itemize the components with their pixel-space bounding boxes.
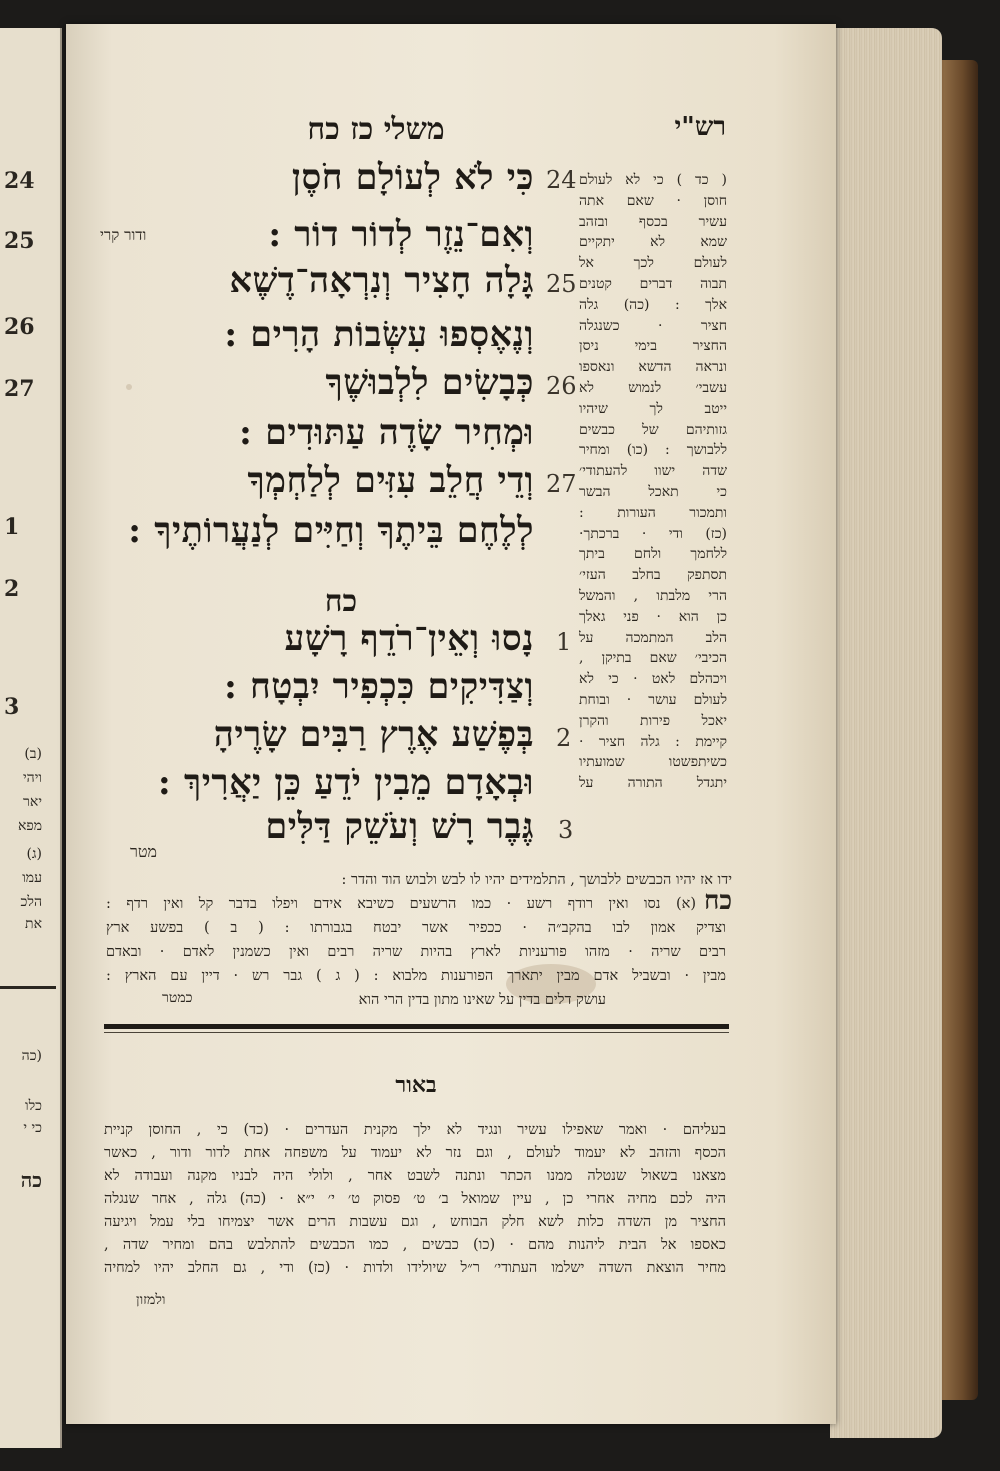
rashi-line: הלב המתמכה על	[579, 629, 727, 646]
rashi-line: כן הוא · פני גאלך	[579, 608, 727, 625]
rashi-line: חוסן · שאם אתה	[579, 192, 727, 209]
left-fragment: הלכ	[20, 894, 42, 910]
rashi-line: תבוה דברים קטנים	[579, 275, 727, 292]
rashi-line: כשיתפשטו שמועתיו	[579, 754, 727, 771]
left-fragment: מפא	[17, 818, 42, 834]
verse-line: כִּי לֹא לְעוֹלָם חֹסֶן	[291, 157, 534, 198]
rashi-line: ונראה הדשא ונאספו	[579, 359, 727, 376]
rashi-line: ויכהלם לאט · כי לא	[579, 671, 727, 688]
verse-number: 3	[558, 816, 574, 844]
beur-line: מחיר הוצאת השדה ישלמו העתודי׳ ר״ל שיולידו ולדות · (כז) ודי , גם החלב יהיו למחיה	[104, 1260, 726, 1276]
left-verse-number: 3	[4, 694, 20, 720]
main-page	[66, 24, 836, 1424]
left-fragment: (ב)	[24, 746, 42, 762]
left-fragment: (כה	[21, 1048, 42, 1064]
rashi-line: לעולם לכך אל	[579, 255, 727, 272]
section-divider-thick	[104, 1024, 729, 1029]
commentary-line: עושק דלים בדין על שאינו מתון בדין הרי הוא	[358, 992, 606, 1008]
left-fragment: ויהי	[23, 770, 42, 786]
left-page-fragment	[0, 28, 62, 1448]
running-head-rashi: רש"י	[674, 112, 726, 142]
verse-line: כְּבָשִׂים לִלְבוּשֶׁךָ	[325, 362, 534, 403]
verse-number: 25	[546, 270, 577, 298]
rashi-line: תסתפק בחלב העזי׳	[579, 567, 727, 584]
verse-line: גָּלָה חָצִיר וְנִרְאָה־דֶשֶׁא	[229, 260, 534, 301]
beur-line: מצאנו בשאול שנטלה ממנו הכתר ונתנה לשבט אחר , ולולי היה לבניו מקנה ועבודה לא	[104, 1168, 726, 1184]
verse-line: נָסוּ וְאֵין־רֹדֵף רָשָׁע	[284, 618, 534, 659]
rashi-line: יאכל פירות והקרן	[579, 712, 727, 729]
beur-line: הכסף והזהב לא יעמוד לעולם , וגם נזר לא יעמוד על משפחה אחת לדור ודור , כאשר	[104, 1145, 726, 1161]
verse-number: 24	[546, 166, 577, 194]
commentary-line: (א) נסו ואין רודף רשע · כמו הרשעים כשיבא אידם ויפלו בדבר קל ואין רדף :	[106, 896, 696, 912]
left-fragment: כלו	[25, 1098, 42, 1114]
commentary-catchword: כמטר	[162, 990, 193, 1006]
rashi-line: עשיר בכסף ובזהב	[579, 213, 727, 230]
commentary-line: מבין · ובשביל אדם מבין יתארך הפורענות מלבוא : ( ג ) גבר רש · דיין עם הארץ :	[106, 968, 726, 984]
verse-line: בְּפֶשַׁע אֶרֶץ רַבִּים שָׂרֶיהָ	[213, 714, 534, 755]
left-fragment: (ג)	[26, 846, 42, 862]
beur-line: היה לכם מחיה אחרי כן , עיין שמואל ב׳ ט׳ פסוק ט׳ י׳ י״א · (כה) גלה , אחר שנגלה	[104, 1191, 726, 1207]
beur-line: החציר מן השדה כלות לשא חלק הבוחש , וגם עשבות הרים אשר יצמיחו בלי עמל ויגיעה	[104, 1214, 726, 1230]
rashi-commentary-column	[579, 170, 727, 794]
beur-line: בעליהם · ואמר שאפילו עשיר ונגיד לא ילך מקנית העדרים · (כד) כי , החוסן קניית	[104, 1122, 726, 1138]
rashi-line: אלך : (כה) גלה	[579, 296, 727, 313]
left-fragment: כה	[20, 1168, 42, 1192]
left-fragment: כי י	[23, 1120, 42, 1136]
rashi-line: גזותיהם של כבשים	[579, 421, 727, 438]
rashi-line: ללחמך ולחם ביתך	[579, 546, 727, 563]
rashi-line: יתגדל התורה על	[579, 775, 727, 792]
commentary-chapter-lead: כח	[704, 886, 733, 916]
rashi-line: קיימת : גלה חציר ·	[579, 733, 727, 750]
verse-line: וְדֵי חֲלֵב עִזִּים לְלַחְמְךָ	[247, 460, 534, 501]
left-fragment: עמו	[22, 870, 42, 886]
catchword-verse: מטר	[130, 842, 158, 861]
rashi-line: ללבושך : (כו) ומחיר	[579, 442, 727, 459]
chapter-heading: כח	[324, 584, 358, 619]
verse-number: 26	[546, 372, 577, 400]
commentary-line: רבים שריה · מזהו פורעניות לארץ בהיות שריה רבים ואין כשמנין לאדם · ובאדם	[106, 944, 726, 960]
verse-line: וּבְאָדָם מֵבִין יֹדֵעַ כֵּן יַאֲרִיךְ :	[157, 762, 534, 803]
commentary-line: וצדיק אמון לבו בהקב״ה · ככפיר אשר יבטח בגבורתו : ( ב ) בפשע ארץ	[106, 920, 726, 936]
left-fragment: את	[25, 916, 42, 932]
verse-number: 27	[546, 470, 577, 498]
qere-note: ודור קרי	[100, 226, 147, 244]
page-fore-edge	[830, 28, 942, 1438]
verse-number: 1	[556, 628, 572, 656]
rashi-line: עשבי׳ לנמוש לא	[579, 379, 727, 396]
rashi-line: ייטב לך שיהיו	[579, 400, 727, 417]
ink-spot	[126, 384, 132, 390]
left-rule	[0, 986, 56, 989]
beur-catchword: ולמזון	[136, 1292, 166, 1308]
beur-heading: באור	[395, 1072, 437, 1098]
verse-line: וְנֶאֶסְפוּ עִשְּׂבוֹת הָרִים :	[224, 314, 534, 355]
beur-line: כאספו אל הבית ליהנות מהם · (כו) כבשים , כמו הכבשים להתלבש בהם ומחיר שדה ,	[104, 1237, 726, 1253]
rashi-line: הרי מלבתו , והמשל	[579, 587, 727, 604]
verse-number: 2	[556, 724, 572, 752]
left-verse-number: 24	[4, 168, 35, 194]
section-divider-thin	[104, 1032, 729, 1033]
left-verse-number: 26	[4, 314, 35, 340]
rashi-line: שמא לא יתקיים	[579, 234, 727, 251]
left-verse-number: 2	[4, 576, 20, 602]
rashi-line: חציר · כשנגלה	[579, 317, 727, 334]
verse-line: לְלֶחֶם בֵּיתֶךָ וְחַיִּים לְנַעֲרוֹתֶיךָ :	[128, 510, 534, 551]
verse-line: וְצַדִּיקִים כִּכְפִיר יִבְטָח :	[223, 666, 534, 707]
verse-line: גֶּבֶר רָשׁ וְעֹשֵׁק דַּלִּים	[265, 806, 534, 847]
rashi-line: שדה ישוו להעתודי׳	[579, 463, 727, 480]
running-head-title: משלי כז כח	[307, 112, 445, 147]
rashi-line: ( כד ) כי לא לעולם	[579, 172, 727, 188]
rashi-line: ותמכור העורות :	[579, 504, 727, 521]
rashi-line: הכיבי׳ שאם בתיקן ,	[579, 650, 727, 667]
rashi-line: החציר בימי ניסן	[579, 338, 727, 355]
left-fragment: יאר	[23, 794, 42, 810]
verse-line: וְאִם־נֵזֶר לְדוֹר דוֹר :	[268, 214, 534, 255]
left-verse-number: 27	[4, 376, 35, 402]
left-verse-number: 25	[4, 228, 35, 254]
rashi-line: (כז) ודי · ברכתך·	[579, 525, 727, 542]
rashi-line: כי תאכל הבשר	[579, 483, 727, 500]
verse-line: וּמְחִיר שָׂדֶה עַתּוּדִים :	[239, 412, 534, 453]
commentary-line: ידו אז יהיו הכבשים ללבושך , התלמידים יהיו לו לבש ולבוש הוד והדר :	[341, 872, 732, 888]
rashi-line: לעולם עושר · ובוחת	[579, 691, 727, 708]
left-verse-number: 1	[4, 514, 20, 540]
